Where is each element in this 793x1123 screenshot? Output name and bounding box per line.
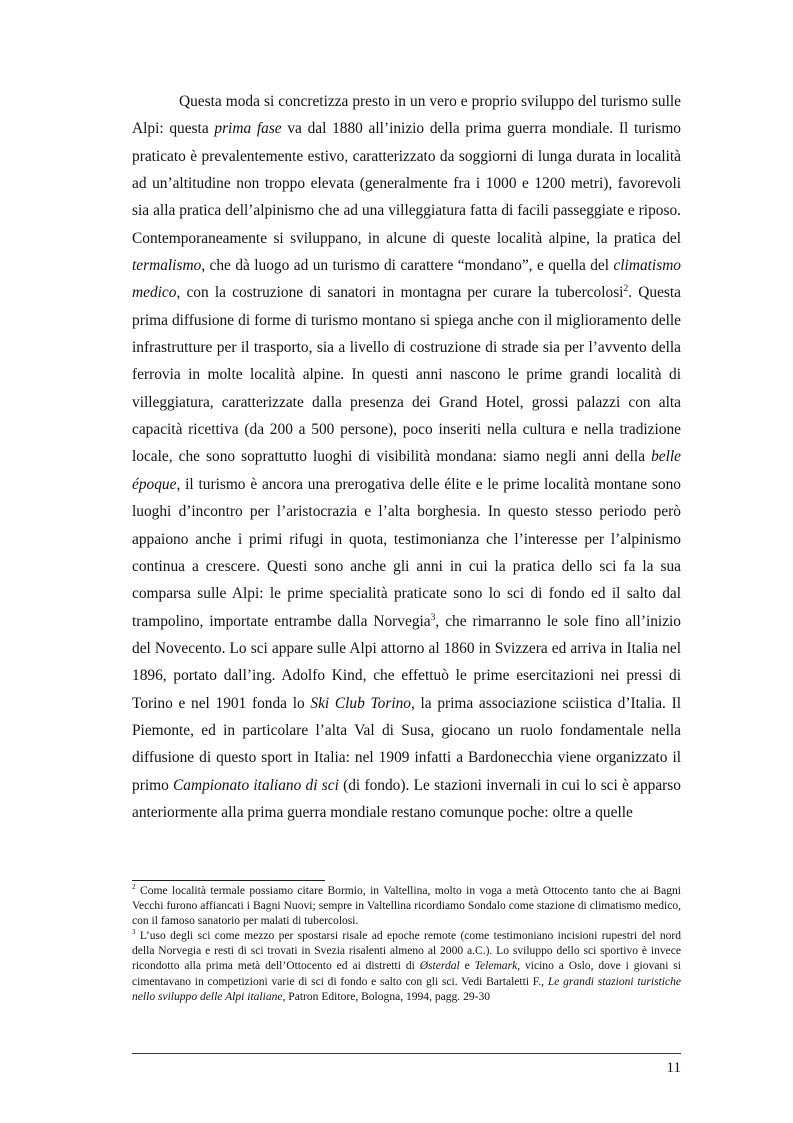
footnote-ref-2: 2	[623, 283, 629, 295]
italic-term: Campionato italiano di sci	[173, 776, 339, 794]
text-run: , la prima associazione sciistica d’Italia. Il Piemonte, ed in particolare l’alta Val di Susa, giocano un ruolo fondamentale nella diffusione di questo sport in Italia: nel 1909 infatti a Bardonecchia viene organizzato il primo	[132, 694, 681, 794]
footnote-text: Patron Editore, Bologna, 1994, pagg. 29-30	[285, 990, 491, 1003]
text-run: , che dà luogo ad un turismo di carattere “mondano”, e quella del	[201, 257, 614, 275]
text-run: (di fondo). Le stazioni invernali in cui lo sci è apparso anteriormente alla prima guerra mondiale restano comunque poche: oltre a quelle	[132, 776, 681, 821]
italic-term: belle époque	[132, 448, 681, 493]
page-number: 11	[666, 1060, 681, 1076]
footer-rule	[132, 1053, 681, 1054]
footnote-ref-3: 3	[430, 611, 436, 623]
italic-title: Le grandi stazioni turistiche nello sviluppo delle Alpi italiane,	[132, 975, 681, 1003]
footnote-2	[132, 884, 681, 929]
text-run: , il turismo è ancora una prerogativa delle élite e le prime località montane sono luoghi d’incontro per l’aristocrazia e l’alta borghesia. In questo stesso periodo però appaiono anche i primi rifugi in quota, testimonianza che l’interesse per l’alpinismo continua a crescere. Questi sono anche gli anni in cui la pratica dello sci fa la sua comparsa sulle Alpi: le prime specialità praticate sono lo sci di fondo ed il salto dal trampolino, importate entrambe dalla Norvegia	[132, 475, 681, 630]
footnote-3	[132, 929, 681, 1004]
body-paragraph	[132, 88, 681, 826]
footnote-mark: 2	[132, 883, 136, 892]
text-run: va dal 1880 all’inizio della prima guerra mondiale. Il turismo praticato è prevalentemente estivo, caratterizzato da soggiorni di lunga durata in località ad un’altitudine non troppo elevata (generalmente fra i 1000 e 1200 metri), favorevoli sia alla pratica dell’alpinismo che ad una villeggiatura fatta di facili passeggiate e riposo. Contemporaneamente si sviluppano, in alcune di queste località alpine, la pratica del	[132, 120, 681, 247]
footnote-text: , vicino a Oslo, dove i giovani si cimentavano in competizioni varie di sci di fondo e salto con gli sci. Vedi Bartaletti F.,	[132, 960, 682, 988]
text-run: , che rimarranno le sole fino all’inizio del Novecento. Lo sci appare sulle Alpi attorno al 1860 in Svizzera ed arriva in Italia nel 1896, portato dall’ing. Adolfo Kind, che effettuò le prime esercitazioni nei pressi di Torino e nel 1901 fonda lo	[132, 612, 681, 712]
text-run: . Questa prima diffusione di forme di turismo montano si spiega anche con il miglioramento delle infrastrutture per il trasporto, sia a livello di costruzione di strade sia per l’avvento della ferrovia in molte località alpine. In questi anni nascono le prime grandi località di villeggiatura, caratterizzate dalla presenza dei Grand Hotel, grossi palazzi con alta capacità ricettiva (da 200 a 500 persone), poco inseriti nella cultura e nella tradizione locale, che sono soprattutto luoghi di visibilità mondana: siamo negli anni della	[132, 284, 681, 466]
text-run: Questa moda si concretizza presto in un vero e proprio sviluppo del turismo sulle Alpi: questa	[132, 93, 681, 138]
footnote-mark: 3	[132, 928, 136, 937]
footnote-text: L’uso degli sci come mezzo per spostarsi risale ad epoche remote (come testimoniano incisioni rupestri del nord della Norvegia e resti di sci trovati in Svezia risalenti almeno al 2000 a.C.). Lo sviluppo dello sci sportivo è invece ricondotto alla prima metà dell’Ottocento ed ai distretti di	[132, 930, 681, 973]
footnote-text: Come località termale possiamo citare Bormio, in Valtellina, molto in voga a metà Ottocento tanto che ai Bagni Vecchi furono affiancati i Bagni Nuovi; sempre in Valtellina ricordiamo Sondalo come stazione di climatismo medico, con il famoso sanatorio per malati di tubercolosi.	[132, 885, 681, 928]
italic-term: termalismo	[132, 257, 202, 275]
italic-term: Telemark	[474, 960, 518, 973]
italic-term: Ski Club Torino	[310, 694, 411, 712]
footnote-text: e	[459, 960, 475, 973]
footnote-separator	[132, 880, 325, 881]
italic-term: prima fase	[214, 120, 282, 138]
text-run: , con la costruzione di sanatori in montagna per curare la tubercolosi	[176, 284, 624, 302]
body-text	[132, 88, 681, 826]
italic-term: climatismo medico	[132, 257, 681, 302]
italic-term: Østerdal	[419, 960, 460, 973]
footnotes	[132, 884, 681, 1005]
